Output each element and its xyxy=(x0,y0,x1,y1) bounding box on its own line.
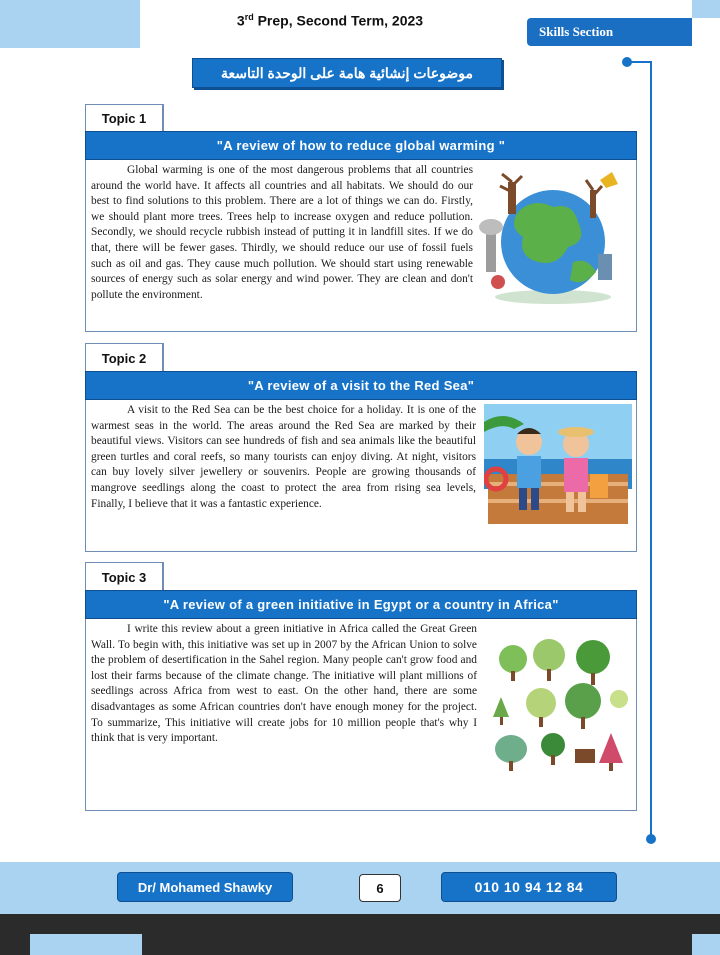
topic-2-heading: "A review of a visit to the Red Sea" xyxy=(85,371,637,400)
topic-2-text: A visit to the Red Sea can be the best choice for a holiday. It is one of the warmest seas in the world. The areas around the Red Sea are marked by their beautiful views. Visitors can see hundreds of fish and sea animals like the beautiful green turtles and coral reefs, so many tourists can enjoy diving. At night, visitors can buy lovely silver jewellery or souvenirs. People are growing thousands of mangrove seedlings along the coast to protect the area from rising sea levels, Finally, I believe that it was a fantastic experience. xyxy=(91,404,476,510)
kids-on-boat-illustration xyxy=(484,404,632,528)
page-header-title: 3rd Prep, Second Term, 2023 xyxy=(236,12,424,29)
timeline-line xyxy=(650,61,652,838)
bottom-dark-band xyxy=(0,914,720,934)
timeline-connector xyxy=(630,61,652,63)
author-name-badge: Dr/ Mohamed Shawky xyxy=(117,872,293,902)
topic-1-tab: Topic 1 xyxy=(85,104,163,132)
earth-pollution-illustration xyxy=(478,172,628,307)
page-number: 6 xyxy=(359,874,401,902)
topic-2-tab: Topic 2 xyxy=(85,343,163,372)
skills-section-tab: Skills Section xyxy=(527,18,692,46)
topic-1-heading: "A review of how to reduce global warming " xyxy=(85,131,637,160)
topic-3-body xyxy=(85,619,637,811)
topic-3-heading: "A review of a green initiative in Egypt or a country in Africa" xyxy=(85,590,637,619)
trees-collection-illustration xyxy=(491,637,631,777)
bottom-left-decoration xyxy=(30,934,142,955)
topic-1-body xyxy=(85,160,637,332)
topic-1-text: Global warming is one of the most dangerous problems that all countries around the world have. It affects all countries and all habitats. We should do our best to find solutions to this problem. There are a lot of things we can do. Firstly, we should plant more trees. Trees help to increase oxygen and reduce pollution. Secondly, we should recycle rubbish instead of putting it in landfill sites. If we do that, there will be fewer gases. Thirdly, we should reduce our use of fossil fuels such as oil and gas. They cause much pollution. We should start using renewable sources of energy such as solar energy and wind power. They are clean and don't pollute the environment. xyxy=(91,164,473,301)
phone-number-badge: 010 10 94 12 84 xyxy=(441,872,617,902)
topic-3-tab: Topic 3 xyxy=(85,562,163,591)
top-right-decoration xyxy=(692,0,720,18)
topic-3-text: I write this review about a green initiative in Africa called the Great Green Wall. To begin with, this initiative was set up in 2007 by the African Union to solve the problem of desertification in the Sahel region. Many people can't grow food and lost their farms because of the climate change. The initiative will plant millions of seedlings across Africa from west to east. On the other hand, there are some disadvantages as some African countries don't have enough money for the project. To summarize, This initiative will create jobs for 10 million people that's why I think that is very important. xyxy=(91,623,477,745)
bottom-right-decoration xyxy=(692,934,720,955)
arabic-title-banner: موضوعات إنشائية هامة على الوحدة التاسعة xyxy=(192,58,502,88)
top-left-decoration xyxy=(0,0,140,48)
timeline-dot-bottom xyxy=(646,834,656,844)
topic-2-body xyxy=(85,400,637,552)
